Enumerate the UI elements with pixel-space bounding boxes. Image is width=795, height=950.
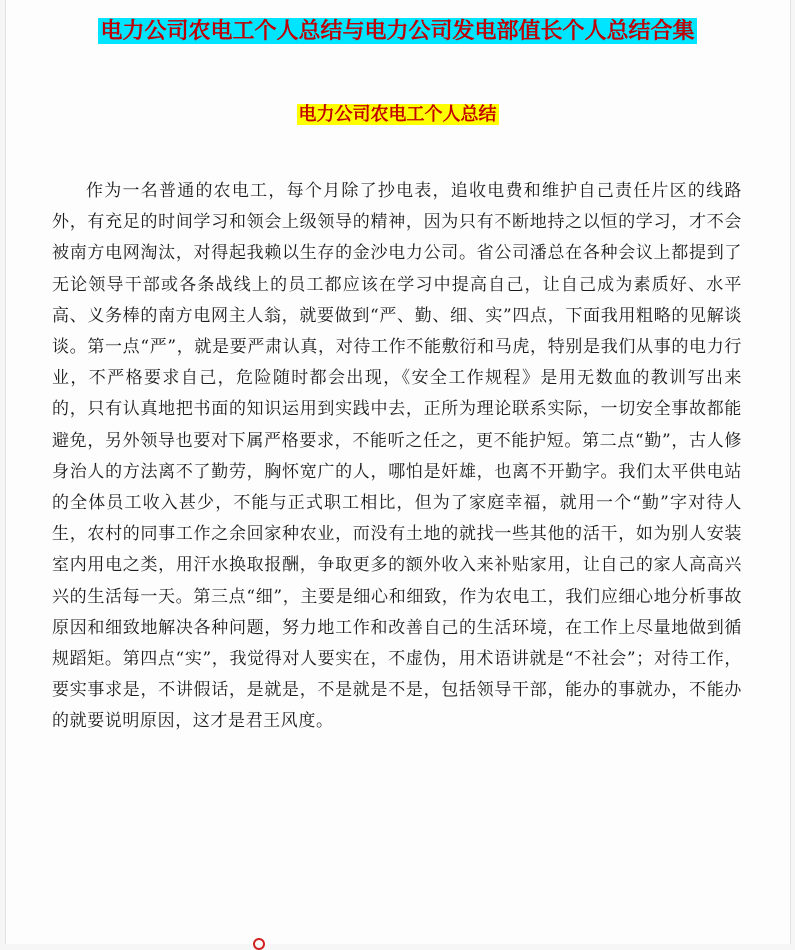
section-title-text: 电力公司农电工个人总结: [298, 104, 497, 125]
document-title-text: 电力公司农电工个人总结与电力公司发电部值长个人总结合集: [100, 18, 695, 44]
section-title: [0, 102, 795, 128]
red-circle-mark-icon: [253, 938, 265, 950]
document-title: [0, 16, 795, 46]
body-paragraph: 作为一名普通的农电工，每个月除了抄电表，追收电费和维护自己责任片区的线路外，有充足的时间学习和领会上级领导的精神，因为只有不断地持之以恒的学习，才不会被南方电网淘汰，对得起我赖以生存的金沙电力公司。省公司潘总在各种会议上都提到了无论领导干部或各条战线上的员工都应该在学习中提高自己，让自己成为素质好、水平高、义务棒的南方电网主人翁，就要做到“严、勤、细、实”四点，下面我用粗略的见解谈谈。第一点“严”，就是要严肃认真，对待工作不能敷衍和马虎，特别是我们从事的电力行业，不严格要求自己，危险随时都会出现，《安全工作规程》是用无数血的教训写出来的，只有认真地把书面的知识运用到实践中去，正所为理论联系实际，一切安全事故都能避免，另外领导也要对下属严格要求，不能听之任之，更不能护短。第二点“勤”，古人修身治人的方法离不了勤劳，胸怀宽广的人，哪怕是奸雄，也离不开勤字。我们太平供电站的全体员工收入甚少，不能与正式职工相比，但为了家庭幸福，就用一个“勤”字对待人生，农村的同事工作之余回家种农业，而没有土地的就找一些其他的活干，如为别人安装室内用电之类，用汗水换取报酬，争取更多的额外收入来补贴家用，让自己的家人高高兴兴的生活每一天。第三点“细”，主要是细心和细致，作为农电工，我们应细心地分析事故原因和细致地解决各种问题，努力地工作和改善自己的生活环境，在工作上尽量地做到循规蹈矩。第四点“实”，我觉得对人要实在，不虚伪，用术语讲就是“不社会”；对待工作，要实事求是，不讲假话，是就是，不是就是不是，包括领导干部，能办的事就办，不能办的就要说明原因，这才是君王风度。: [52, 181, 742, 732]
